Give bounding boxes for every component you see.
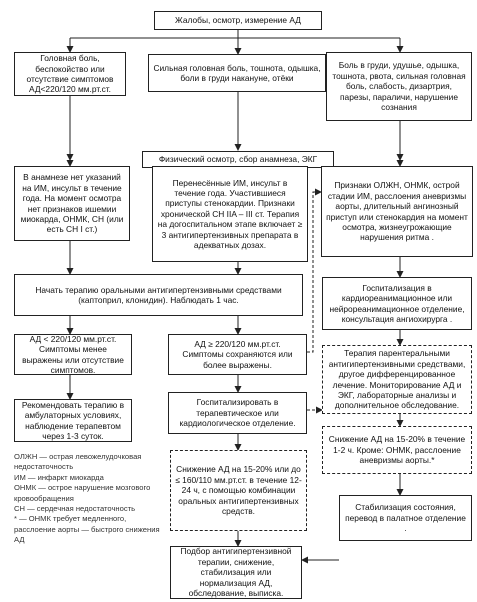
node-bp-lower: АД < 220/120 мм.рт.ст. Симптомы менее выражены или отсутствие симптомов. [14, 334, 132, 375]
node-parenteral: Терапия парентеральными антигипертензивными средствами, другое дифференцированное лечение. Мониторирование АД и ЭКГ, лабораторные анализы и дополнительное обследование. [322, 345, 472, 414]
node-reduce-ward: Снижение АД на 15-20% или до ≤ 160/110 мм.рт.ст. в течение 12-24 ч, с помощью комбинации оральных антигипертензивных средств. [170, 450, 307, 531]
node-stabilize: Стабилизация состояния, перевод в палатное отделение . [339, 495, 472, 541]
node-severe-headache: Сильная головная боль, тошнота, одышка, боли в груди накануне, отёки [148, 54, 326, 92]
node-chest-pain: Боль в груди, удушье, одышка, тошнота, рвота, сильная головная боль, слабость, дизартрия, парезы, параличи, нарушение сознания [326, 52, 472, 121]
node-prior-mi: Перенесённые ИМ, инсульт в течение года. Участившиеся приступы стенокардии. Признаки хронической СН IIA – III ст. Терапия на догоспитальном этапе включает ≥ 3 антигипертензивных препарата в адекватных дозах. [152, 166, 308, 262]
abbreviation-legend: ОЛЖН — острая левожелудочковая недостаточность ИМ — инфаркт миокарда ОНМК — острое нарушение мозгового кровообращения СН — сердечная недостаточность * — ОНМК требует медленного, расслоение аорты — быстрого снижения АД [14, 452, 160, 545]
node-exam: Физический осмотр, сбор анамнеза, ЭКГ [142, 151, 334, 168]
node-reduce-icu: Снижение АД на 15-20% в течение 1-2 ч. Кроме: ОНМК, расслоение аневризмы аорты.* [322, 426, 472, 474]
dashed-higher-to-acute [307, 192, 321, 352]
node-oral-therapy: Начать терапию оральными антигипертензивными средствами (каптоприл, клонидин). Наблюдать 1 час. [14, 274, 303, 316]
node-hospitalize: Госпитализировать в терапевтическое или кардиологическое отделение. [168, 392, 307, 434]
node-headache: Головная боль, беспокойство или отсутствие симптомов АД<220/120 мм.рт.ст. [14, 52, 126, 96]
node-bp-higher: АД ≥ 220/120 мм.рт.ст. Симптомы сохраняются или более выражены. [168, 334, 307, 375]
node-recommend: Рекомендовать терапию в амбулаторных условиях, наблюдение терапевтом через 1-3 суток. [14, 399, 132, 442]
node-complaints: Жалобы, осмотр, измерение АД [154, 11, 322, 30]
node-acute-signs: Признаки ОЛЖН, ОНМК, острой стадии ИМ, расслоения аневризмы аорты, длительный ангинозный приступ или стенокардия на момент осмотра, жизнеугрожающие нарушения ритма . [321, 166, 473, 257]
node-icu: Госпитализация в кардиореанимационное или нейрореанимационное отделение, консультация ангиохирурга . [322, 277, 472, 330]
node-no-history: В анамнезе нет указаний на ИМ, инсульт в течение года. На момент осмотра нет признаков ишемии миокарда, ОНМК, СН (или есть СН I ст.) [14, 166, 130, 241]
node-selection: Подбор антигипертензивной терапии, снижение, стабилизация или нормализация АД, обследование, выписка. [170, 546, 302, 599]
